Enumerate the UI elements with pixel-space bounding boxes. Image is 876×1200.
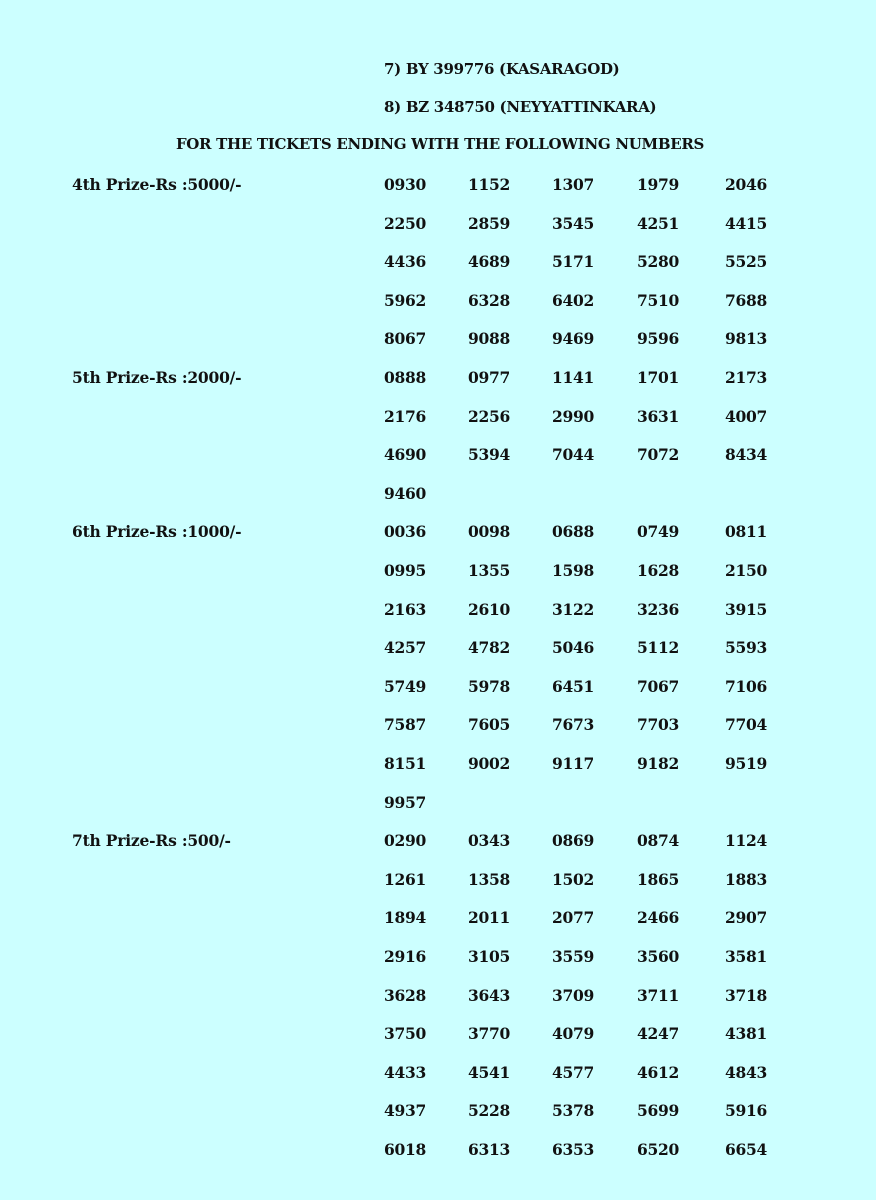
prize-label: 6th Prize-Rs :1000/- [72, 522, 242, 542]
ticket-number: 7044 [552, 445, 594, 465]
ticket-number: 5699 [637, 1101, 679, 1121]
ticket-number: 8434 [725, 445, 767, 465]
ticket-number: 2077 [552, 908, 594, 928]
ticket-number: 0290 [384, 831, 426, 851]
ticket-number: 3631 [637, 406, 679, 426]
ticket-number: 7703 [637, 715, 679, 735]
ticket-number: 3545 [552, 213, 594, 233]
ticket-number: 3770 [468, 1024, 510, 1044]
ticket-number: 5171 [552, 252, 594, 272]
ticket-number: 7072 [637, 445, 679, 465]
ticket-number: 7587 [384, 715, 426, 735]
ticket-number: 1883 [725, 869, 767, 889]
ticket-number: 1307 [552, 175, 594, 194]
ticket-number: 0811 [725, 522, 767, 542]
ticket-number: 4433 [384, 1062, 426, 1082]
ticket-number: 0749 [637, 522, 679, 542]
ticket-number: 1628 [637, 561, 679, 580]
ticket-number: 4541 [468, 1062, 510, 1082]
ticket-number: 3628 [384, 985, 426, 1005]
ticket-number: 4381 [725, 1024, 767, 1044]
ticket-number: 5280 [637, 252, 679, 272]
ticket-number: 7067 [637, 676, 679, 696]
ticket-number: 7106 [725, 676, 767, 696]
ticket-number: 1598 [552, 561, 594, 580]
ticket-number: 3560 [637, 947, 679, 966]
ticket-number: 3122 [552, 599, 594, 619]
ticket-number: 4247 [637, 1024, 679, 1044]
ticket-number: 5046 [552, 638, 594, 658]
ticket-number: 4937 [384, 1101, 426, 1121]
ticket-number: 1261 [384, 869, 426, 889]
ticket-number: 2256 [468, 406, 510, 426]
section-heading: FOR THE TICKETS ENDING WITH THE FOLLOWING NUMBERS [175, 135, 705, 153]
ticket-number: 3236 [637, 599, 679, 619]
ticket-number: 9117 [552, 754, 594, 773]
ticket-number: 7688 [725, 290, 767, 310]
ticket-number: 0977 [468, 368, 510, 387]
ticket-number: 7510 [637, 290, 679, 310]
ticket-number: 2163 [384, 599, 426, 619]
ticket-number: 6328 [468, 290, 510, 310]
ticket-number: 9957 [384, 792, 426, 812]
ticket-number: 1701 [637, 368, 679, 387]
ticket-number: 0688 [552, 522, 594, 542]
ticket-number: 3915 [725, 599, 767, 619]
ticket-number: 6451 [552, 676, 594, 696]
ticket-number: 3711 [637, 985, 679, 1005]
ticket-number: 4436 [384, 252, 426, 272]
ticket-number: 0098 [468, 522, 510, 542]
ticket-number: 6520 [637, 1140, 679, 1159]
ticket-number: 2046 [725, 175, 767, 194]
ticket-number: 9088 [468, 329, 510, 349]
prize-label: 5th Prize-Rs :2000/- [72, 368, 242, 387]
ticket-number: 9182 [637, 754, 679, 773]
ticket-number: 6402 [552, 290, 594, 310]
ticket-number: 2859 [468, 213, 510, 233]
ticket-number: 6018 [384, 1140, 426, 1159]
ticket-number: 1865 [637, 869, 679, 889]
ticket-number: 2250 [384, 213, 426, 233]
ticket-number: 2176 [384, 406, 426, 426]
ticket-number: 8067 [384, 329, 426, 349]
ticket-number: 2150 [725, 561, 767, 580]
ticket-number: 4577 [552, 1062, 594, 1082]
ticket-number: 0343 [468, 831, 510, 851]
ticket-number: 2011 [468, 908, 510, 928]
ticket-number: 4079 [552, 1024, 594, 1044]
ticket-number: 2466 [637, 908, 679, 928]
ticket-number: 2990 [552, 406, 594, 426]
ticket-number: 5916 [725, 1101, 767, 1121]
prize-label: 7th Prize-Rs :500/- [72, 831, 231, 851]
ticket-number: 4007 [725, 406, 767, 426]
winner-line-7: 7) BY 399776 (KASARAGOD) [384, 60, 620, 78]
ticket-number: 5525 [725, 252, 767, 272]
ticket-number: 5962 [384, 290, 426, 310]
ticket-number: 4689 [468, 252, 510, 272]
ticket-number: 0036 [384, 522, 426, 542]
ticket-number: 5228 [468, 1101, 510, 1121]
ticket-number: 4612 [637, 1062, 679, 1082]
ticket-number: 9460 [384, 483, 426, 503]
ticket-number: 5749 [384, 676, 426, 696]
ticket-number: 2907 [725, 908, 767, 928]
ticket-number: 4257 [384, 638, 426, 658]
ticket-number: 3750 [384, 1024, 426, 1044]
ticket-number: 4690 [384, 445, 426, 465]
ticket-number: 9519 [725, 754, 767, 773]
ticket-number: 7673 [552, 715, 594, 735]
prize-label: 4th Prize-Rs :5000/- [72, 175, 242, 194]
ticket-number: 4415 [725, 213, 767, 233]
ticket-number: 1141 [552, 368, 594, 387]
ticket-number: 5978 [468, 676, 510, 696]
ticket-number: 8151 [384, 754, 426, 773]
ticket-number: 4782 [468, 638, 510, 658]
ticket-number: 5112 [637, 638, 679, 658]
ticket-number: 6654 [725, 1140, 767, 1159]
ticket-number: 2610 [468, 599, 510, 619]
ticket-number: 1358 [468, 869, 510, 889]
ticket-number: 1152 [468, 175, 510, 194]
ticket-number: 2173 [725, 368, 767, 387]
ticket-number: 4843 [725, 1062, 767, 1082]
ticket-number: 9469 [552, 329, 594, 349]
ticket-number: 1979 [637, 175, 679, 194]
ticket-number: 1894 [384, 908, 426, 928]
ticket-number: 3709 [552, 985, 594, 1005]
ticket-number: 0995 [384, 561, 426, 580]
winner-line-8: 8) BZ 348750 (NEYYATTINKARA) [384, 98, 657, 116]
ticket-number: 3643 [468, 985, 510, 1005]
ticket-number: 5378 [552, 1101, 594, 1121]
ticket-number: 0869 [552, 831, 594, 851]
ticket-number: 2916 [384, 947, 426, 966]
ticket-number: 1124 [725, 831, 767, 851]
ticket-number: 3581 [725, 947, 767, 966]
ticket-number: 3105 [468, 947, 510, 966]
ticket-number: 7605 [468, 715, 510, 735]
ticket-number: 5593 [725, 638, 767, 658]
ticket-number: 3718 [725, 985, 767, 1005]
ticket-number: 1502 [552, 869, 594, 889]
ticket-number: 0888 [384, 368, 426, 387]
ticket-number: 0874 [637, 831, 679, 851]
ticket-number: 9813 [725, 329, 767, 349]
ticket-number: 7704 [725, 715, 767, 735]
ticket-number: 0930 [384, 175, 426, 194]
ticket-number: 3559 [552, 947, 594, 966]
ticket-number: 4251 [637, 213, 679, 233]
ticket-number: 9596 [637, 329, 679, 349]
ticket-number: 5394 [468, 445, 510, 465]
ticket-number: 1355 [468, 561, 510, 580]
ticket-number: 6313 [468, 1140, 510, 1159]
ticket-number: 9002 [468, 754, 510, 773]
ticket-number: 6353 [552, 1140, 594, 1159]
